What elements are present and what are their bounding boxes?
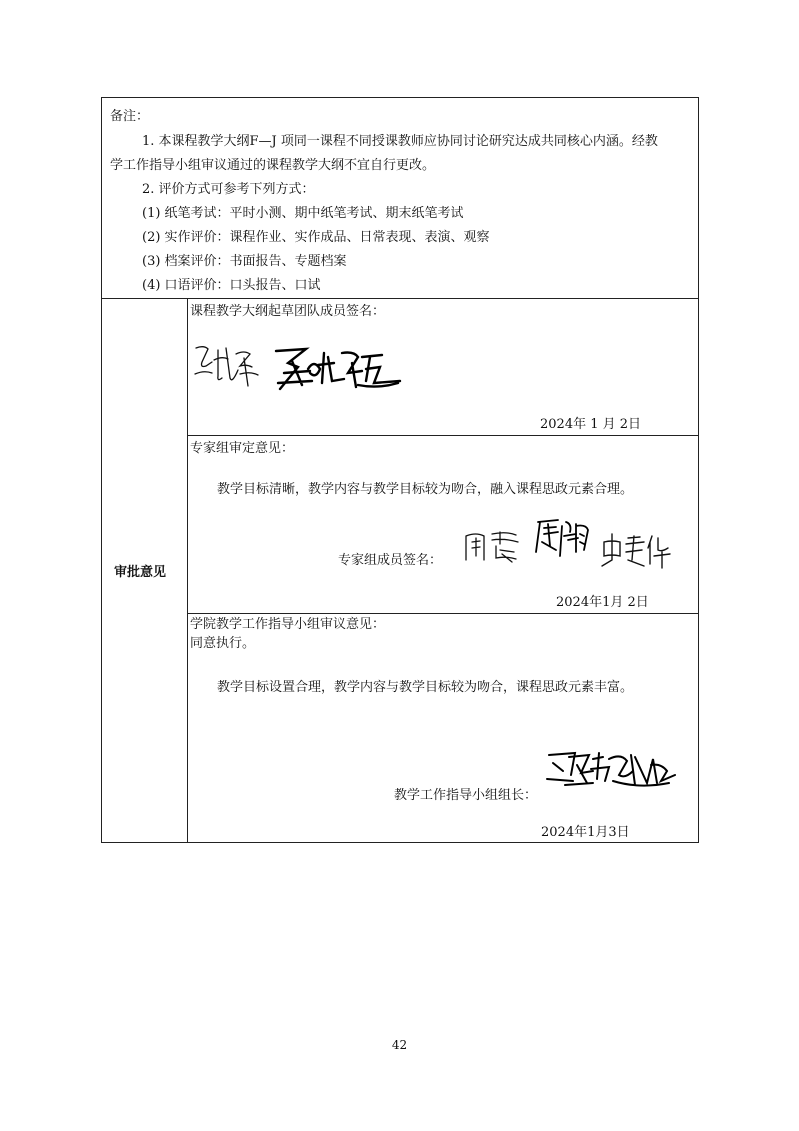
approval-label: 审批意见 (114, 565, 167, 580)
expert-date: 2024年1月 2日 (556, 595, 649, 610)
drafting-signature-1 (192, 340, 267, 395)
expert-signature-3 (600, 530, 672, 570)
committee-sign-label: 教学工作指导小组组长： (394, 788, 538, 803)
committee-signature (543, 745, 678, 795)
drafting-date: 2024年 1 月 2日 (540, 417, 642, 432)
notes-method-2: (2) 实作评价：课程作业、实作成品、日常表现、表演、观察 (142, 230, 490, 245)
expert-sign-label: 专家组成员签名： (338, 553, 443, 568)
drafting-signature-2 (262, 343, 402, 398)
expert-opinion: 教学目标清晰，教学内容与教学目标较为吻合，融入课程思政元素合理。 (217, 482, 634, 497)
notes-method-3: (3) 档案评价：书面报告、专题档案 (142, 254, 347, 269)
page-number: 42 (391, 1038, 408, 1052)
column-divider (187, 298, 188, 843)
row-divider-notes (101, 298, 699, 299)
drafting-heading: 课程教学大纲起草团队成员签名： (190, 304, 386, 319)
notes-method-4: (4) 口语评价：口头报告、口试 (142, 278, 321, 293)
committee-date: 2024年1月3日 (541, 825, 630, 840)
expert-signature-2 (532, 516, 592, 560)
expert-signature-1 (462, 526, 522, 566)
notes-item1-line1: 1. 本课程教学大纲F—J 项同一课程不同授课教师应协同讨论研究达成共同核心内涵。经教 (142, 134, 658, 149)
row-divider-expert (187, 613, 699, 614)
notes-item1-line2: 学工作指导小组审议通过的课程教学大纲不宜自行更改。 (110, 158, 436, 173)
committee-opinion: 教学目标设置合理，教学内容与教学目标较为吻合，课程思政元素丰富。 (217, 680, 634, 695)
committee-heading: 学院教学工作指导小组审议意见： (190, 617, 386, 632)
notes-item2: 2. 评价方式可参考下列方式： (142, 182, 315, 197)
row-divider-drafting (187, 435, 699, 436)
notes-method-1: (1) 纸笔考试：平时小测、期中纸笔考试、期末纸笔考试 (142, 206, 464, 221)
expert-heading: 专家组审定意见： (190, 441, 295, 456)
committee-decision: 同意执行。 (190, 636, 256, 651)
notes-title: 备注： (110, 109, 150, 124)
